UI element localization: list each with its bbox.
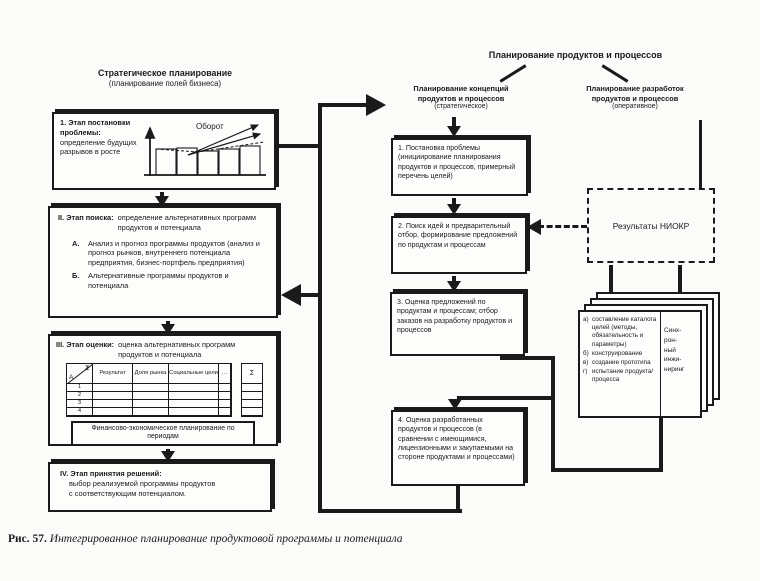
dev-item-g-text: испытание продукта/ процесса xyxy=(592,368,654,384)
step2-text: 2. Поиск идей и предварительный отбор, формирование предложений по продуктам и процессам xyxy=(398,222,518,249)
stage2-subtitle: определение альтернативных программ продуктов и потенциала xyxy=(117,213,256,232)
connector-step4-bottom xyxy=(456,486,460,513)
sum-column-header: Σ xyxy=(242,364,262,384)
rnd-results-box xyxy=(587,188,715,263)
corner-alternatives-axis: А xyxy=(69,374,74,382)
stage2-item-b-letter: Б. xyxy=(72,270,80,280)
stage4-text2: с соответствующим потенциалом. xyxy=(69,488,186,498)
simultaneous-engineering-label xyxy=(660,312,700,416)
rnd-results-label: Результаты НИОКР xyxy=(612,220,690,231)
development-header-line1: Планирование разработок xyxy=(586,84,684,93)
stage3-box xyxy=(48,334,278,446)
dev-item-a-letter: а) xyxy=(583,316,589,323)
table-col-result: Результат xyxy=(93,364,133,384)
concept-header-line2: продуктов и процессов xyxy=(417,93,505,103)
arrowhead-feedback-to-stage2 xyxy=(281,284,301,306)
table-cell xyxy=(93,384,133,392)
connector-development-bottom xyxy=(659,418,663,472)
finance-planning-box: Финансово-экономическое планирование по периодам xyxy=(71,421,255,446)
table-cell xyxy=(133,392,169,400)
side-label-line: Синх- xyxy=(664,327,682,334)
table-cell xyxy=(93,400,133,408)
side-label-line: инжи- xyxy=(664,356,682,364)
dev-item-v-text: создание прототипа xyxy=(592,358,651,366)
table-row-label: 4 xyxy=(67,408,93,416)
connector-trunk-vertical xyxy=(318,103,322,513)
side-label-line: рон- xyxy=(664,336,677,344)
table-cell xyxy=(133,408,169,416)
table-cell xyxy=(219,384,231,392)
arrowhead-to-concept-planning xyxy=(366,94,386,116)
stage1-box xyxy=(52,112,276,190)
table-cell xyxy=(242,392,262,400)
connector-feedback-tail xyxy=(299,293,321,297)
connector-development-loop xyxy=(551,468,663,472)
connector-development-header-rnd xyxy=(699,120,702,188)
step1-box xyxy=(391,138,528,196)
turnover-chart xyxy=(138,118,270,182)
header-diagonal-right xyxy=(601,64,628,82)
step3-text: 3. Оценка предложений по продуктам и процессам; отбор заказов на разработку продуктов и процессов xyxy=(397,298,513,335)
concept-planning-header xyxy=(388,84,534,112)
development-box xyxy=(578,310,702,418)
table-cell xyxy=(133,400,169,408)
development-header-line2: продуктов и процессов xyxy=(591,93,679,103)
table-cell xyxy=(133,384,169,392)
table-cell xyxy=(219,392,231,400)
stage4-box xyxy=(48,462,272,512)
stage2-item-a-text: Анализ и прогноз программы продуктов (анализ и прогноз рынков, внутреннего потенциала предприятия, бизнес-портфель предприятия) xyxy=(88,238,260,268)
table-row-label: 1 xyxy=(67,384,93,392)
table-cell xyxy=(93,392,133,400)
side-label-line: ный xyxy=(664,346,676,354)
stage4-title: IV. Этап принятия решений: xyxy=(60,469,162,478)
products-processes-header: Планирование продуктов и процессов xyxy=(488,50,663,60)
development-planning-header xyxy=(560,84,710,112)
stage4-text1: выбор реализуемой программы продуктов xyxy=(69,478,216,488)
dev-item-b-text: конструирование xyxy=(592,349,643,357)
table-cell xyxy=(169,400,219,408)
corner-goals-axis: Z xyxy=(85,364,89,372)
connector-trunk-top xyxy=(320,103,368,107)
sum-column xyxy=(241,363,263,417)
arrowhead-stage3-stage4 xyxy=(161,451,175,462)
step4-box xyxy=(391,410,525,486)
table-col-market-share: Доля рынка xyxy=(133,364,169,384)
arrowhead-rnd-to-step2 xyxy=(527,219,541,235)
connector-rnd-dashed xyxy=(538,225,587,228)
table-cell xyxy=(242,408,262,416)
connector-bottom-horizontal xyxy=(318,509,462,513)
dev-item-a-text: составление каталога целей (методы, обязательность и параметры) xyxy=(592,316,657,348)
connector-branch-to-step4 xyxy=(457,396,555,400)
concept-header-line1: Планирование концепций xyxy=(413,84,509,93)
table-cell xyxy=(219,408,231,416)
figure-caption xyxy=(8,533,403,545)
development-items xyxy=(580,312,660,416)
connector-stage1-trunk xyxy=(276,144,322,148)
step4-text: 4. Оценка разработанных продуктов и процессов (в сравнении с имеющимися, лицензионными и закупаемыми на стороне продуктами и процессами) xyxy=(398,416,515,462)
table-cell xyxy=(219,400,231,408)
table-cell xyxy=(169,384,219,392)
table-cell xyxy=(169,408,219,416)
strategic-planning-header xyxy=(58,68,272,90)
evaluation-table-grid xyxy=(66,363,232,417)
table-col-social-goals: Социальные цели xyxy=(169,364,219,384)
stage3-title: III. Этап оценки: xyxy=(56,340,115,349)
evaluation-table xyxy=(66,363,270,417)
arrowhead-into-step4 xyxy=(448,399,462,410)
dev-item-g-letter: г) xyxy=(583,368,588,376)
stage2-title: II. Этап поиска: xyxy=(58,213,114,222)
stage1-text: определение будущих разрывов в росте xyxy=(60,137,137,157)
caption-label: Рис. 57. xyxy=(8,533,47,545)
step3-box xyxy=(390,292,525,356)
header-diagonal-left xyxy=(499,64,526,82)
arrowhead-step1-step2 xyxy=(447,204,461,215)
arrowhead-concept-step1 xyxy=(447,126,461,137)
dev-item-b-letter: б) xyxy=(583,349,589,357)
dev-item-v-letter: в) xyxy=(583,358,589,366)
stage2-box xyxy=(48,206,278,318)
table-row-label: 2 xyxy=(67,392,93,400)
table-row-label: 3 xyxy=(67,400,93,408)
table-cell xyxy=(93,408,133,416)
strategic-header-line2: (планирование полей бизнеса) xyxy=(108,79,222,89)
caption-text: Интегрированное планирование продуктовой программы и потенциала xyxy=(49,533,403,545)
stage3-subtitle: оценка альтернативных программ продуктов и потенциала xyxy=(118,340,236,359)
side-label-line: ниринг xyxy=(664,366,685,373)
strategic-header-line1: Стратегическое планирование xyxy=(97,68,233,78)
chart-turnover-label: Оборот xyxy=(196,122,224,131)
connector-step3-stub xyxy=(500,356,555,360)
table-cell xyxy=(169,392,219,400)
stage1-title: 1. Этап постановки проблемы: xyxy=(60,118,131,137)
arrowhead-step2-step3 xyxy=(447,281,461,292)
step1-text: 1. Постановка проблемы (инициирование планирования продуктов и процессов, примерный перечень целей) xyxy=(398,144,516,181)
stage2-item-b-text: Альтернативные программы продуктов и потенциала xyxy=(88,270,229,290)
table-cell xyxy=(242,384,262,392)
table-corner-cell xyxy=(67,364,93,384)
stage2-item-a-letter: А. xyxy=(72,238,80,248)
concept-header-line3: (стратегическое) xyxy=(434,103,488,111)
table-col-ellipsis: … xyxy=(219,364,231,384)
development-header-line3: (оперативное) xyxy=(612,103,658,111)
connector-junction-vertical xyxy=(551,356,555,472)
chart-growth-arrow-2 xyxy=(188,134,260,155)
step2-box xyxy=(391,216,527,274)
table-cell xyxy=(242,400,262,408)
